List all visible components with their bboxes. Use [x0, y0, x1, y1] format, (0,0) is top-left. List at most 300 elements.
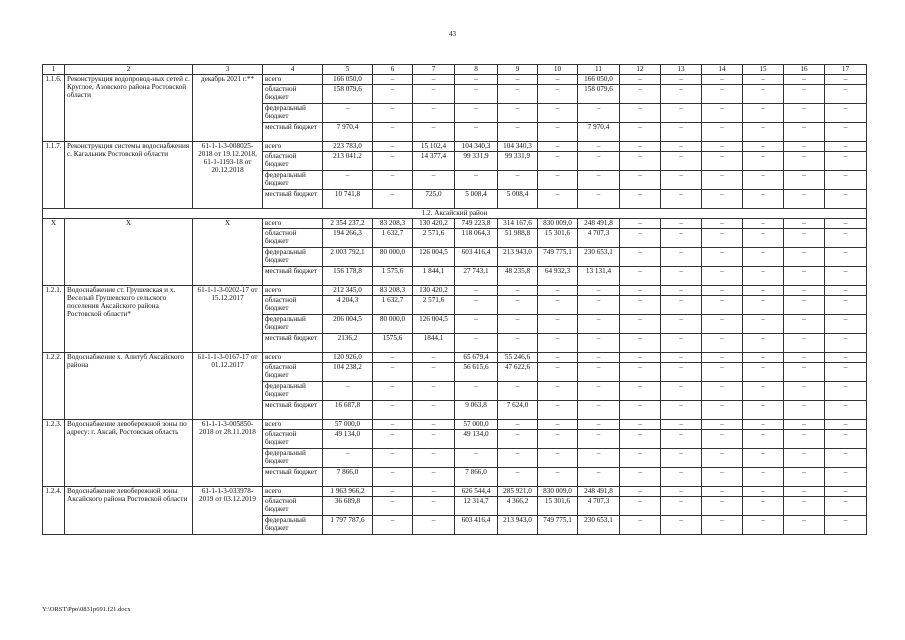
value-cell: –	[413, 353, 455, 363]
value-cell: –	[702, 497, 743, 516]
value-cell: –	[578, 468, 620, 487]
value-cell: –	[784, 296, 825, 315]
value-cell: –	[538, 363, 578, 382]
value-cell: –	[373, 353, 413, 363]
value-cell: –	[538, 286, 578, 296]
value-cell: –	[455, 171, 498, 190]
value-cell: –	[620, 142, 661, 152]
value-cell: –	[498, 315, 538, 334]
value-cell: –	[702, 142, 743, 152]
value-cell: –	[702, 363, 743, 382]
item-document: 61-1-1-3-0167-17 от 01.12.2017	[193, 353, 263, 420]
value-cell: 248 491,8	[578, 487, 620, 497]
value-cell: –	[578, 296, 620, 315]
value-cell: –	[825, 401, 867, 420]
value-cell: 7 970,4	[323, 123, 373, 142]
value-cell: –	[661, 420, 702, 430]
budget-table	[42, 64, 867, 535]
value-cell: –	[784, 171, 825, 190]
value-cell: –	[620, 219, 661, 229]
value-cell: –	[743, 229, 784, 248]
value-cell: 830 009,0	[538, 219, 578, 229]
value-cell: 230 653,1	[578, 516, 620, 535]
value-cell: –	[661, 286, 702, 296]
value-cell: –	[743, 123, 784, 142]
value-cell: –	[620, 363, 661, 382]
value-cell: –	[498, 85, 538, 104]
value-cell: 248 491,8	[578, 219, 620, 229]
value-cell: –	[373, 401, 413, 420]
value-cell: –	[498, 382, 538, 401]
value-cell: –	[702, 353, 743, 363]
value-cell: –	[413, 123, 455, 142]
value-cell: –	[825, 219, 867, 229]
value-cell: –	[743, 104, 784, 123]
value-cell: –	[702, 286, 743, 296]
value-cell: –	[825, 75, 867, 85]
value-cell: –	[455, 75, 498, 85]
value-cell: –	[455, 85, 498, 104]
value-cell: –	[578, 315, 620, 334]
value-cell: –	[784, 420, 825, 430]
item-name: Реконструкция системы водоснабжения с. Кагальник Ростовской области	[65, 142, 193, 209]
value-cell: 230 653,1	[578, 248, 620, 267]
value-cell: –	[743, 468, 784, 487]
value-cell: 126 004,5	[413, 248, 455, 267]
table-row	[43, 75, 867, 85]
value-cell: 49 134,0	[455, 430, 498, 449]
value-cell: –	[743, 248, 784, 267]
value-cell: –	[784, 449, 825, 468]
value-cell: –	[661, 85, 702, 104]
value-cell: 749 775,1	[538, 516, 578, 535]
value-cell: –	[578, 190, 620, 209]
value-cell: 48 235,8	[498, 267, 538, 286]
value-cell: –	[784, 334, 825, 353]
column-header: 13	[661, 65, 702, 75]
value-cell: –	[578, 142, 620, 152]
value-cell: 2136,2	[323, 334, 373, 353]
value-cell: –	[538, 142, 578, 152]
value-cell: –	[825, 171, 867, 190]
value-cell: –	[702, 229, 743, 248]
funding-type: местный бюджет	[263, 401, 323, 420]
value-cell: 47 622,6	[498, 363, 538, 382]
value-cell: –	[498, 296, 538, 315]
value-cell: –	[538, 430, 578, 449]
value-cell: –	[661, 382, 702, 401]
value-cell: –	[825, 229, 867, 248]
value-cell: –	[702, 401, 743, 420]
funding-type: федеральный бюджет	[263, 516, 323, 535]
value-cell: 99 331,9	[498, 152, 538, 171]
value-cell: –	[825, 142, 867, 152]
value-cell: –	[455, 123, 498, 142]
value-cell: –	[620, 449, 661, 468]
value-cell: –	[373, 516, 413, 535]
value-cell: –	[743, 171, 784, 190]
column-header: 17	[825, 65, 867, 75]
section-title: 1.2. Аксайский район	[43, 209, 867, 219]
value-cell: –	[784, 286, 825, 296]
value-cell: –	[661, 315, 702, 334]
value-cell: 1 797 787,6	[323, 516, 373, 535]
table-row	[43, 286, 867, 296]
value-cell: –	[455, 296, 498, 315]
value-cell: 4 204,3	[323, 296, 373, 315]
value-cell: –	[825, 353, 867, 363]
value-cell: –	[661, 449, 702, 468]
value-cell: –	[661, 296, 702, 315]
funding-type: федеральный бюджет	[263, 171, 323, 190]
value-cell: 126 004,5	[413, 315, 455, 334]
item-number: 1.2.3.	[43, 420, 65, 487]
item-name: Водоснабжение левобережной зоны по адресу: г. Аксай, Ростовская область	[65, 420, 193, 487]
value-cell: 1 844,1	[413, 267, 455, 286]
value-cell: –	[784, 219, 825, 229]
value-cell: –	[323, 449, 373, 468]
value-cell: –	[825, 420, 867, 430]
value-cell: –	[825, 430, 867, 449]
value-cell: –	[538, 85, 578, 104]
value-cell: –	[784, 75, 825, 85]
value-cell: –	[702, 315, 743, 334]
value-cell: –	[825, 363, 867, 382]
value-cell: –	[538, 382, 578, 401]
funding-type: местный бюджет	[263, 468, 323, 487]
value-cell: –	[498, 123, 538, 142]
value-cell: –	[538, 420, 578, 430]
value-cell: –	[784, 401, 825, 420]
item-name: Водоснабжение ст. Грушевская и х. Веселый Грушевского сельского поселения Аксайского района Ростовской области*	[65, 286, 193, 353]
value-cell: –	[661, 248, 702, 267]
value-cell: –	[578, 420, 620, 430]
column-header: 12	[620, 65, 661, 75]
value-cell: –	[578, 430, 620, 449]
value-cell: –	[784, 363, 825, 382]
item-number: 1.1.6.	[43, 75, 65, 142]
value-cell: –	[825, 487, 867, 497]
funding-type: местный бюджет	[263, 267, 323, 286]
item-document: 61-1-1-3-005850-2018 от 28.11.2018	[193, 420, 263, 487]
column-header: 14	[702, 65, 743, 75]
value-cell: –	[784, 497, 825, 516]
value-cell: –	[743, 487, 784, 497]
funding-type: всего	[263, 286, 323, 296]
value-cell: –	[578, 334, 620, 353]
value-cell: –	[413, 430, 455, 449]
value-cell: 7 866,0	[455, 468, 498, 487]
column-header: 15	[743, 65, 784, 75]
value-cell: –	[702, 219, 743, 229]
value-cell: –	[661, 267, 702, 286]
item-name: Х	[65, 219, 193, 286]
item-number: 1.2.2.	[43, 353, 65, 420]
value-cell: –	[784, 123, 825, 142]
value-cell: 10 741,8	[323, 190, 373, 209]
value-cell: –	[743, 420, 784, 430]
value-cell: –	[578, 363, 620, 382]
value-cell: –	[620, 190, 661, 209]
funding-type: всего	[263, 75, 323, 85]
value-cell: –	[702, 85, 743, 104]
value-cell: –	[498, 286, 538, 296]
value-cell: –	[455, 382, 498, 401]
value-cell: –	[743, 401, 784, 420]
value-cell: –	[702, 420, 743, 430]
value-cell: –	[498, 171, 538, 190]
value-cell: 166 050,0	[578, 75, 620, 85]
value-cell: –	[620, 315, 661, 334]
value-cell: –	[661, 123, 702, 142]
value-cell: –	[498, 104, 538, 123]
section-row	[43, 209, 867, 219]
value-cell: –	[498, 468, 538, 487]
funding-type: всего	[263, 487, 323, 497]
column-header: 7	[413, 65, 455, 75]
value-cell: –	[538, 353, 578, 363]
value-cell: –	[373, 171, 413, 190]
value-cell: –	[825, 497, 867, 516]
value-cell: –	[661, 190, 702, 209]
table-row	[43, 487, 867, 497]
funding-type: федеральный бюджет	[263, 382, 323, 401]
item-number: 1.2.1.	[43, 286, 65, 353]
value-cell: –	[455, 286, 498, 296]
funding-type: федеральный бюджет	[263, 315, 323, 334]
value-cell: –	[373, 449, 413, 468]
funding-type: местный бюджет	[263, 334, 323, 353]
value-cell: –	[661, 497, 702, 516]
value-cell: 57 000,0	[455, 420, 498, 430]
value-cell: –	[373, 152, 413, 171]
value-cell: –	[825, 468, 867, 487]
value-cell: –	[578, 152, 620, 171]
value-cell: 55 246,6	[498, 353, 538, 363]
value-cell: –	[702, 468, 743, 487]
value-cell: –	[620, 104, 661, 123]
footer-path: Y:\ORST\Ppo\0831p691.f21.docx	[42, 606, 131, 613]
column-header: 8	[455, 65, 498, 75]
value-cell: 7 866,0	[323, 468, 373, 487]
value-cell: –	[702, 430, 743, 449]
value-cell: –	[702, 248, 743, 267]
value-cell: –	[784, 353, 825, 363]
value-cell: –	[413, 363, 455, 382]
value-cell: 12 314,7	[455, 497, 498, 516]
value-cell: –	[620, 487, 661, 497]
item-document: декабрь 2021 г.**	[193, 75, 263, 142]
page-number: 43	[449, 30, 456, 38]
value-cell: 158 079,6	[323, 85, 373, 104]
column-header: 10	[538, 65, 578, 75]
funding-type: областной бюджет	[263, 229, 323, 248]
value-cell: –	[661, 353, 702, 363]
table-body	[43, 65, 867, 535]
value-cell: –	[661, 334, 702, 353]
value-cell: –	[373, 142, 413, 152]
value-cell: 51 988,8	[498, 229, 538, 248]
value-cell: –	[413, 468, 455, 487]
header-row	[43, 65, 867, 75]
value-cell: –	[578, 171, 620, 190]
value-cell: –	[784, 248, 825, 267]
item-name: Водоснабжение левобережной зоны Аксайского района Ростовской области	[65, 487, 193, 535]
value-cell: –	[413, 516, 455, 535]
value-cell: –	[498, 430, 538, 449]
value-cell: –	[743, 334, 784, 353]
value-cell: –	[702, 487, 743, 497]
value-cell: –	[538, 296, 578, 315]
value-cell: –	[620, 420, 661, 430]
value-cell: –	[784, 267, 825, 286]
value-cell: 15 102,4	[413, 142, 455, 152]
table-row	[43, 219, 867, 229]
value-cell: –	[620, 248, 661, 267]
value-cell: –	[538, 190, 578, 209]
value-cell: –	[620, 85, 661, 104]
value-cell: –	[373, 363, 413, 382]
column-header: 5	[323, 65, 373, 75]
value-cell: –	[825, 516, 867, 535]
value-cell: –	[620, 229, 661, 248]
value-cell: 14 377,4	[413, 152, 455, 171]
value-cell: –	[825, 334, 867, 353]
value-cell: –	[702, 75, 743, 85]
value-cell: –	[825, 382, 867, 401]
value-cell: 49 134,0	[323, 430, 373, 449]
value-cell: –	[413, 104, 455, 123]
table-row	[43, 142, 867, 152]
value-cell: 314 167,6	[498, 219, 538, 229]
value-cell: 118 064,3	[455, 229, 498, 248]
value-cell: –	[784, 315, 825, 334]
table-row	[43, 353, 867, 363]
value-cell: –	[578, 449, 620, 468]
funding-type: областной бюджет	[263, 497, 323, 516]
value-cell: –	[784, 142, 825, 152]
funding-type: федеральный бюджет	[263, 248, 323, 267]
value-cell: 285 921,0	[498, 487, 538, 497]
value-cell: 166 050,0	[323, 75, 373, 85]
value-cell: –	[661, 229, 702, 248]
table-row	[43, 420, 867, 430]
value-cell: –	[373, 468, 413, 487]
value-cell: –	[413, 75, 455, 85]
value-cell: 130 420,2	[413, 286, 455, 296]
value-cell: 99 331,9	[455, 152, 498, 171]
value-cell: –	[743, 430, 784, 449]
value-cell: –	[825, 315, 867, 334]
value-cell: –	[743, 353, 784, 363]
value-cell: –	[661, 487, 702, 497]
value-cell: –	[498, 75, 538, 85]
value-cell: –	[661, 468, 702, 487]
value-cell: –	[373, 487, 413, 497]
funding-type: федеральный бюджет	[263, 104, 323, 123]
value-cell: –	[825, 248, 867, 267]
value-cell: –	[578, 104, 620, 123]
value-cell: –	[373, 123, 413, 142]
value-cell: –	[743, 286, 784, 296]
value-cell: –	[538, 401, 578, 420]
value-cell: 603 416,4	[455, 248, 498, 267]
value-cell: –	[661, 75, 702, 85]
value-cell: 15 301,6	[538, 497, 578, 516]
value-cell: –	[661, 171, 702, 190]
value-cell: –	[373, 382, 413, 401]
value-cell: 1 575,6	[373, 267, 413, 286]
value-cell: –	[373, 104, 413, 123]
value-cell: 213 943,0	[498, 248, 538, 267]
value-cell: –	[620, 296, 661, 315]
value-cell: –	[620, 430, 661, 449]
column-header: 1	[43, 65, 65, 75]
value-cell: –	[784, 516, 825, 535]
value-cell: 104 238,2	[323, 363, 373, 382]
value-cell: 2 571,6	[413, 229, 455, 248]
funding-type: местный бюджет	[263, 190, 323, 209]
value-cell: 56 615,6	[455, 363, 498, 382]
item-document: 61-1-1-3-0202-17 от 15.12.2017	[193, 286, 263, 353]
value-cell: 36 689,8	[323, 497, 373, 516]
value-cell: 1 632,7	[373, 296, 413, 315]
value-cell: –	[413, 85, 455, 104]
value-cell: –	[702, 382, 743, 401]
value-cell: –	[538, 315, 578, 334]
value-cell: –	[455, 315, 498, 334]
funding-type: всего	[263, 420, 323, 430]
value-cell: –	[743, 75, 784, 85]
value-cell: –	[702, 123, 743, 142]
value-cell: –	[825, 190, 867, 209]
value-cell: –	[538, 104, 578, 123]
value-cell: –	[373, 190, 413, 209]
value-cell: –	[825, 123, 867, 142]
value-cell: 2 354 237,2	[323, 219, 373, 229]
funding-type: областной бюджет	[263, 363, 323, 382]
funding-type: местный бюджет	[263, 123, 323, 142]
item-name: Реконструкция водопровод-ных сетей с. Круглое, Азовского района Ростовской области	[65, 75, 193, 142]
value-cell: –	[743, 382, 784, 401]
value-cell: 7 970,4	[578, 123, 620, 142]
column-header: 16	[784, 65, 825, 75]
value-cell: –	[784, 152, 825, 171]
value-cell: 1 632,7	[373, 229, 413, 248]
item-document: Х	[193, 219, 263, 286]
value-cell: –	[620, 468, 661, 487]
value-cell: –	[702, 334, 743, 353]
value-cell: 2 571,6	[413, 296, 455, 315]
value-cell: –	[538, 334, 578, 353]
value-cell: –	[455, 449, 498, 468]
value-cell: –	[743, 363, 784, 382]
value-cell: –	[743, 497, 784, 516]
value-cell: 213 943,0	[498, 516, 538, 535]
value-cell: –	[538, 75, 578, 85]
funding-type: всего	[263, 219, 323, 229]
value-cell: 749 223,8	[455, 219, 498, 229]
funding-type: областной бюджет	[263, 296, 323, 315]
value-cell: –	[784, 229, 825, 248]
value-cell: 4 366,2	[498, 497, 538, 516]
value-cell: –	[743, 267, 784, 286]
item-number: 1.2.4.	[43, 487, 65, 535]
value-cell: –	[784, 104, 825, 123]
value-cell: –	[825, 152, 867, 171]
value-cell: –	[413, 171, 455, 190]
value-cell: 1 963 966,2	[323, 487, 373, 497]
